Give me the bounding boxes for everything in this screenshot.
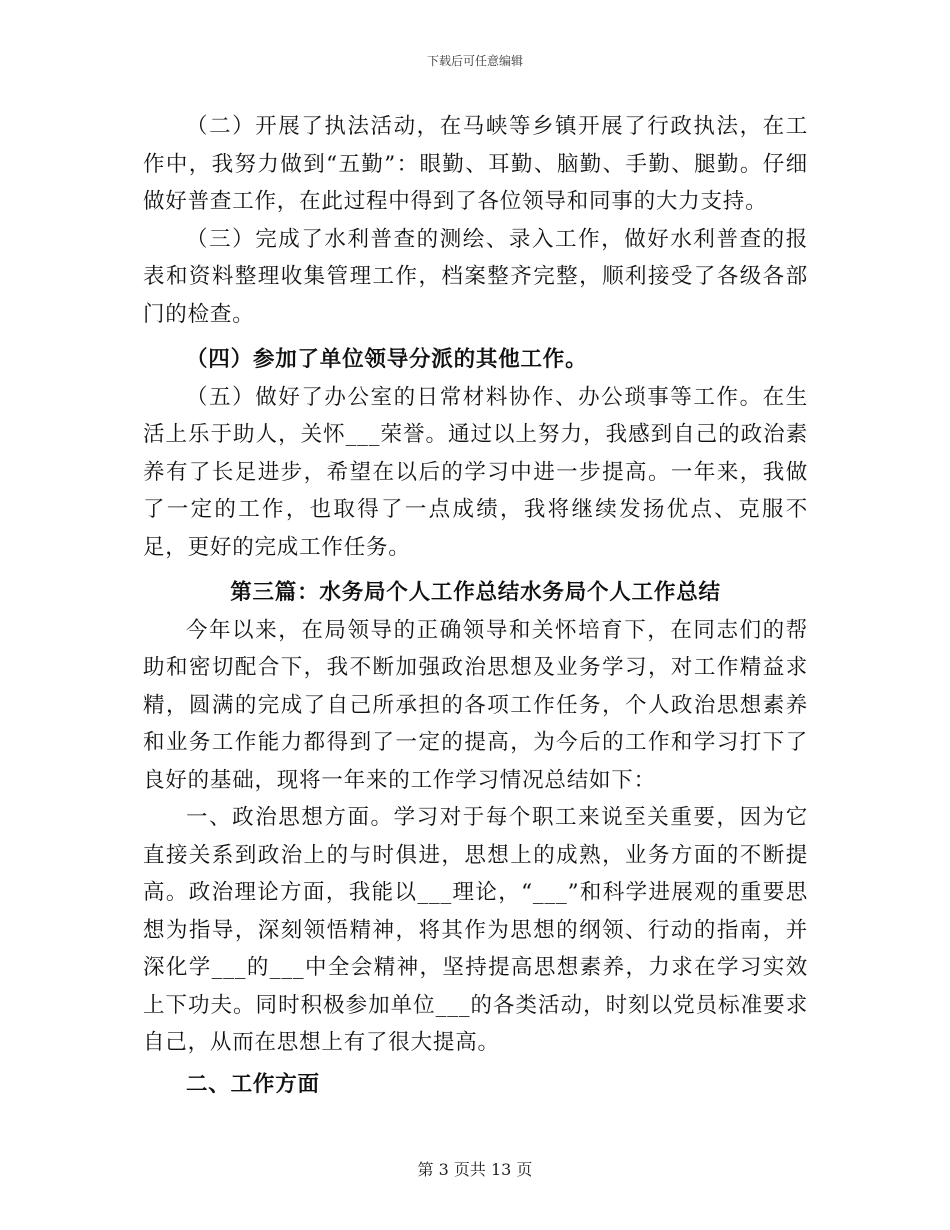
document-body xyxy=(143,108,808,1103)
political-paragraph: 一、政治思想方面。学习对于每个职工来说至关重要，因为它直接关系到政治上的与时俱进，思想上的成熟，业务方面的不断提高。政治理论方面，我能以___理论，“___”和科学进展观的重要思想为指导，深刻领悟精神，将其作为思想的纲领、行动的指南，并深化学___的___中全会精神，坚持提高思想素养，力求在学习实效上下功夫。同时积极参加单位___的各类活动，时刻以党员标准要求自己，从而在思想上有了很大提高。 xyxy=(143,805,808,1055)
intro-paragraph: 今年以来，在局领导的正确领导和关怀培育下，在同志们的帮助和密切配合下，我不断加强政治思想及业务学习，对工作精益求精，圆满的完成了自己所承担的各项工作任务，个人政治思想素养和业务工作能力都得到了一定的提高，为今后的工作和学习打下了良好的基础，现将一年来的工作学习情况总结如下： xyxy=(143,617,808,793)
page-footer: 第 3 页共 13 页 xyxy=(417,1160,533,1179)
paragraph-item-4: （四）参加了单位领导分派的其他工作。 xyxy=(186,347,588,372)
page-header: 下载后可任意编辑 xyxy=(426,54,523,68)
work-heading: 二、工作方面 xyxy=(186,1071,320,1097)
paragraph-item-2: （二）开展了执法活动，在马峡等乡镇开展了行政执法，在工作中，我努力做到“五勤”：眼勤、耳勤、脑勤、手勤、腿勤。仔细做好普查工作，在此过程中得到了各位领导和同事的大力支持。 xyxy=(143,114,808,214)
paragraph-item-5: （五）做好了办公室的日常材料协作、办公琐事等工作。在生活上乐于助人，关怀___荣誉。通过以上努力，我感到自己的政治素养有了长足进步，希望在以后的学习中进一步提高。一年来，我做了一定的工作，也取得了一点成绩，我将继续发扬优点、克服不足，更好的完成工作任务。 xyxy=(143,384,808,560)
section-title: 第三篇：水务局个人工作总结水务局个人工作总结 xyxy=(230,580,721,605)
paragraph-item-3: （三）完成了水利普查的测绘、录入工作，做好水利普查的报表和资料整理收集管理工作，档案整齐完整，顺利接受了各级各部门的检查。 xyxy=(143,226,808,327)
